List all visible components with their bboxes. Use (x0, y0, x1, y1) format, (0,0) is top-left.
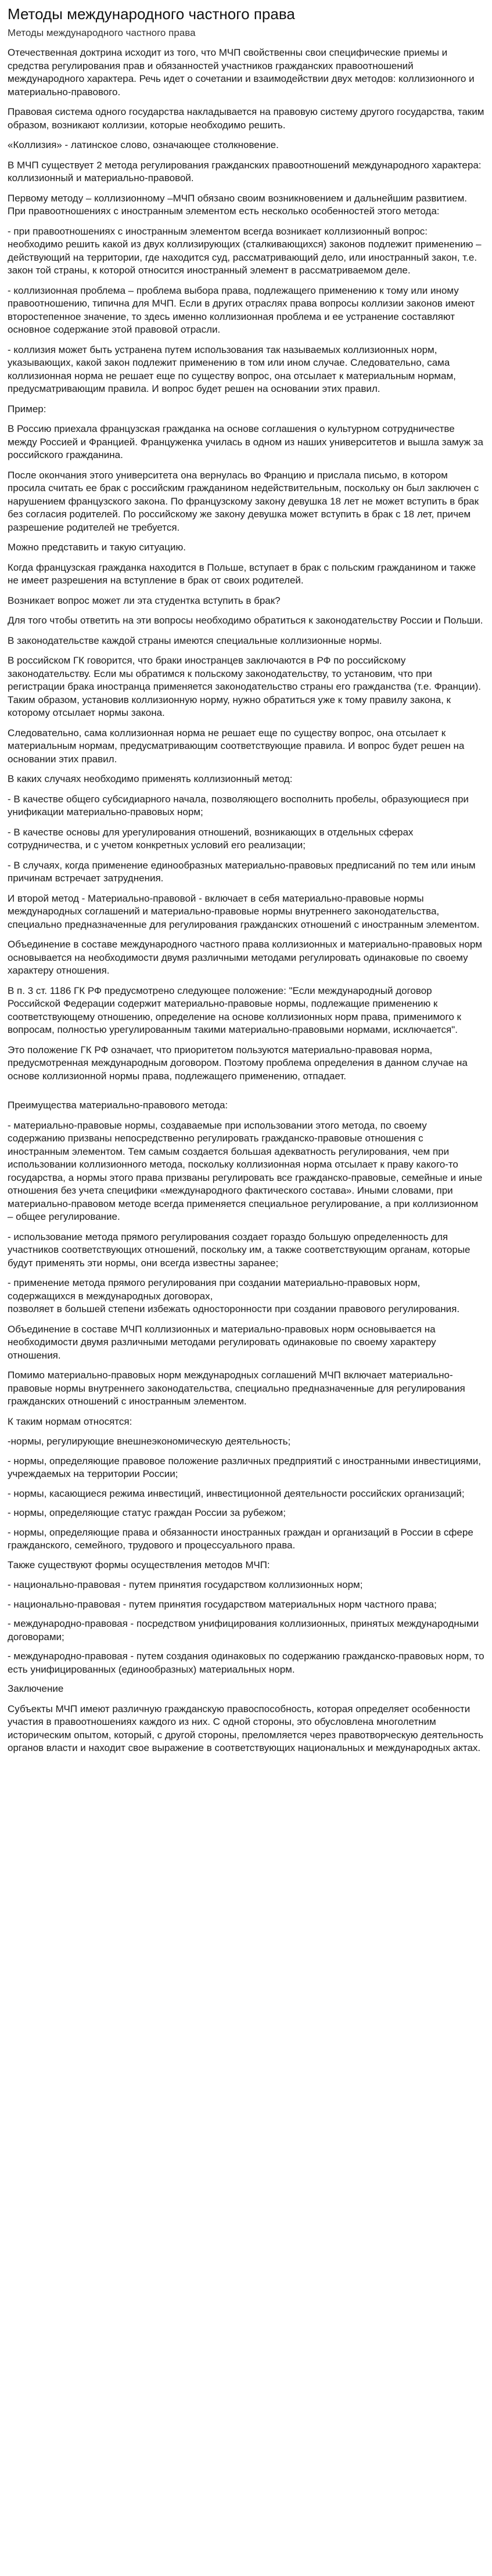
paragraph: В Россию приехала французская гражданка на основе соглашения о культурном сотрудничестве между Россией и Францией. Француженка училась в одном из наших университетов и вышла замуж за российского гражданина. (8, 423, 483, 460)
paragraph: Отечественная доктрина исходит из того, что МЧП свойственны свои специфические приемы и средства регулирования прав и обязанностей участников гражданских правоотношений международного характера. Речь идет о сочетании и взаимодействии двух методов: коллизионного и материально-правового. (8, 47, 475, 98)
paragraph: После окончания этого университета она вернулась во Францию и прислала письмо, в котором просила считать ее брак с российским гражданином недействительным, поскольку он был заключен с нарушением французского закона. По французскому закону девушка 18 лет не может вступить в брак без согласия родителей. По российскому же закону девушка может вступить в брак с 18 лет, причем разрешение родителей не требуется. (8, 469, 479, 533)
paragraph: - при правоотношениях с иностранным элементом всегда возникает коллизионный вопрос: необходимо решить какой из двух коллизирующих (сталкивающихся) законов подлежит применению – действующий на территории, где находится суд, рассматривающий дело, или иностранный закон, т.е. закон той страны, к которой относится иностранный элемент в рассматриваемом деле. (8, 225, 482, 276)
list-item: - нормы, определяющие правовое положение различных предприятий с иностранными инвестициями, учреждаемых на территории России; (8, 1455, 481, 1479)
paragraph: Первому методу – коллизионному –МЧП обязано своим возникновением и дальнейшим развитием. При правоотношениях с иностранным элементом есть несколько особенностей этого метода: (8, 192, 468, 217)
paragraph: В МЧП существует 2 метода регулирования гражданских правоотношений международного характера: коллизионный и материально-правовой. (8, 159, 482, 183)
list-item: - международно-правовая - посредством унифицирования коллизионных, принятых международными договорами; (8, 1618, 479, 1642)
paragraph: Правовая система одного государства накладывается на правовую систему другого государства, таким образом, возникают коллизии, которые необходимо решить. (8, 106, 484, 131)
paragraph: Когда французская гражданка находится в Польше, вступает в брак с польским гражданином и также не имеет разрешения на вступление в брак от своих родителей. (8, 561, 476, 586)
paragraph: Помимо материально-правовых норм международных соглашений МЧП включает материально-правовые нормы внутреннего законодательства, специально предназначенные для регулирования гражданских отношений с иностранным элементом. (8, 1370, 465, 1407)
paragraph: И второй метод - Материально-правовой - включает в себя материально-правовые нормы международных соглашений и материально-правовые нормы внутреннего законодательства, специально предназначенные для регулирования гражданских отношений с иностранным элементом. (8, 892, 480, 930)
list-item: - нормы, определяющие права и обязанности иностранных граждан и организаций в России в сфере гражданского, семейного, трудового и процессуального права. (8, 1526, 473, 1551)
paragraph: «Коллизия» - латинское слово, означающее столкновение. (8, 139, 279, 150)
paragraph: - В качестве основы для урегулирования отношений, возникающих в отдельных сферах сотрудничества, и с учетом конкретных условий его реализации; (8, 826, 414, 851)
paragraph: К таким нормам относятся: (8, 1415, 132, 1427)
paragraph: - применение метода прямого регулирования при создании материально-правовых норм, содержащихся в международных договорах, (8, 1277, 421, 1302)
page-title: Методы международного частного права (8, 5, 295, 23)
paragraph: Также существуют формы осуществления методов МЧП: (8, 1559, 270, 1570)
list-item: - нормы, касающиеся режима инвестиций, инвестиционной деятельности российских организаций; (8, 1487, 465, 1499)
section-spacer (8, 1090, 484, 1099)
list-item: -нормы, регулирующие внешнеэкономическую деятельность; (8, 1436, 291, 1447)
list-item: - национально-правовая - путем принятия государством материальных норм частного права; (8, 1598, 437, 1610)
list-item: - нормы, определяющие статус граждан России за рубежом; (8, 1507, 286, 1518)
paragraph: позволяет в большей степени избежать односторонности при создании правового регулирования. (8, 1303, 460, 1314)
paragraph: Пример: (8, 403, 46, 415)
article-body (8, 46, 484, 1755)
paragraph: - коллизионная проблема – проблема выбора права, подлежащего применению к тому или иному правоотношению, типична для МЧП. Если в других отраслях права вопросы коллизии законов имеют второстепенное значение, то здесь именно коллизионная проблема и ее устранение составляют основное содержание этой правовой отрасли. (8, 284, 475, 335)
paragraph: В п. 3 ст. 1186 ГК РФ предусмотрено следующее положение: "Если международный договор Российской Федерации содержит материально-правовые нормы, подлежащие применению к соответствующему отношению, определение на основе коллизионных норм права, применимого к вопросам, полностью урегулированным такими материально-правовыми нормами, исключается". (8, 985, 461, 1035)
paragraph: - В случаях, когда применение единообразных материально-правовых предписаний по тем или иным причинам встречает затруднения. (8, 859, 476, 884)
list-item: - международно-правовая - путем создания одинаковых по содержанию гражданско-правовых норм, то есть унифицированных (единообразных) материальных норм. (8, 1651, 484, 1675)
paragraph: Следовательно, сама коллизионная норма не решает еще по существу вопрос, она отсылает к материальным нормам, предусматривающим соответствующие правила. И вопрос будет решен на основании этих правил. (8, 727, 465, 765)
paragraph: Для того чтобы ответить на эти вопросы необходимо обратиться к законодательству России и Польши. (8, 615, 483, 626)
page-subtitle: Методы международного частного права (8, 27, 196, 38)
paragraph: В каких случаях необходимо применять коллизионный метод: (8, 773, 293, 784)
paragraph: Можно представить и такую ситуацию. (8, 542, 186, 553)
paragraph: Объединение в составе международного частного права коллизионных и материально-правовых норм основывается на необходимости двумя различными методами регулировать одинаковые по своему характеру отношения. (8, 939, 482, 976)
paragraph: Субъекты МЧП имеют различную гражданскую правоспособность, которая определяет особенности участия в правоотношениях каждого из них. С одной стороны, это обусловлена многолетним историческим опытом, который, с другой стороны, преломляется через правотворческую деятельность органов власти и находит свое выражение в соответствующих национальных и международных актах. (8, 1703, 484, 1753)
section-heading: Заключение (8, 1683, 64, 1694)
paragraph: В российском ГК говорится, что браки иностранцев заключаются в РФ по российскому законодательству. Если мы обратимся к польскому законодательству, то установим, что при регистрации брака иностранца применяется законодательство страны его гражданства (т.е. Франции). Таким образом, установив коллизионную норму, нужно обратиться уже к тому правилу закона, к которому отсылает нормы закона. (8, 655, 481, 718)
paragraph: - материально-правовые нормы, создаваемые при использовании этого метода, по своему содержанию призваны непосредственно регулировать гражданско-правовые отношения с иностранным элементом. Тем самым создается большая адекватность регулирования, чем при использовании коллизионного метода, поскольку коллизионная норма отсылает к праву какого-то государства, а нормы этого права призваны регулировать все гражданско-правовые, семейные и иные отношения без учета специфики «международного фактического состава». Иными словами, при материально-правовом методе всегда применяется специальное регулирование, а при коллизионном – общее регулирование. (8, 1119, 483, 1222)
paragraph: Объединение в составе МЧП коллизионных и материально-правовых норм основывается на необходимости двумя различными методами регулировать одинаковые по своему характеру отношения. (8, 1323, 436, 1361)
paragraph: - коллизия может быть устранена путем использования так называемых коллизионных норм, указывающих, какой закон подлежит применению в том или ином случае. Следовательно, сама коллизионная норма не решает еще по существу вопрос, она отсылает к материальным нормам, предусматривающим правила. И вопрос будет решен на основании этих правил. (8, 344, 456, 394)
paragraph: - В качестве общего субсидиарного начала, позволяющего восполнить пробелы, образующиеся при унификации материально-правовых норм; (8, 793, 469, 817)
paragraph: - использование метода прямого регулирования создает гораздо большую определенность для участников соответствующих отношений, поскольку им, а также соответствующим органам, которые будут применять эти нормы, они всегда известны заранее; (8, 1231, 471, 1269)
list-item: - национально-правовая - путем принятия государством коллизионных норм; (8, 1579, 363, 1590)
paragraph: Возникает вопрос может ли эта студентка вступить в брак? (8, 595, 281, 606)
paragraph: В законодательстве каждой страны имеются специальные коллизионные нормы. (8, 635, 382, 646)
paragraph: Преимущества материально-правового метода: (8, 1100, 228, 1111)
paragraph: Это положение ГК РФ означает, что приоритетом пользуются материально-правовая норма, предусмотренная международным договором. Поэтому проблема определения в данном случае на основе коллизионной нормы права, подлежащего применению, отпадает. (8, 1044, 468, 1082)
